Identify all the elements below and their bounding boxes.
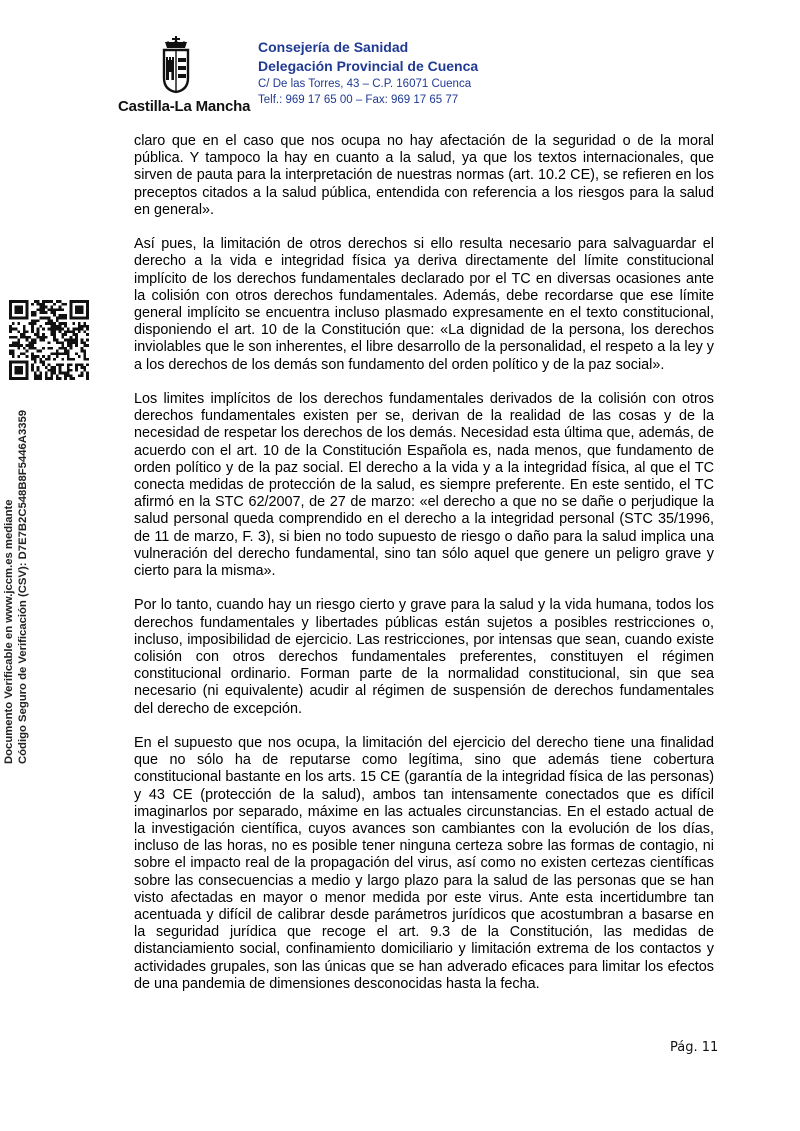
letterhead [258, 38, 478, 108]
castilla-la-mancha-logo [112, 36, 251, 116]
delegation-title: Delegación Provincial de Cuenca [258, 58, 479, 74]
paragraph: claro que en el caso que nos ocupa no hay afectación de la seguridad o de la moral pública. Y tampoco la hay en cuanto a la salud, ya que los textos internacionales, que sirven de pauta para la interpretación de nuestras normas (art. 10.2 CE), se refieren en los preceptos citados a la salud pública, entendida con referencia a los riesgos para la salud en general». [134, 133, 714, 218]
paragraph: En el supuesto que nos ocupa, la limitación del ejercicio del derecho tiene una finalidad que no sólo ha de reputarse como legítima, sino que además tiene cobertura constitucional bastante en los arts. 15 CE (garantía de la integridad física de las personas) y 43 CE (protección de la salud), ambos tan intensamente conectados que es difícil imaginarlos por separado, máxime en las actuales circunstancias. En el estado actual de la investigación científica, cuyos avances son cambiantes con la evolución de los días, incluso de las horas, no es posible tener ninguna certeza sobre las formas de contagio, ni sobre el impacto real de la propagación del virus, así como no existen certezas científicas sobre las consecuencias a medio y largo plazo para la salud de las personas que se han visto afectadas en mayor o menor medida por este virus. Ante esta incertidumbre tan acentuada y difícil de calibrar desde parámetros jurídicos que acostumbran a basarse en la seguridad jurídica que recoge el art. 9.3 de la Constitución, las medidas de distanciamiento social, confinamiento domiciliario y limitación extrema de los contactos y actividades grupales, son las únicas que se han adverado eficaces para limitar los efectos de una pandemia de dimensiones desconocidas hasta la fecha. [134, 735, 714, 992]
address-line: C/ De las Torres, 43 – C.P. 16071 Cuenca [258, 78, 472, 90]
phone-fax-line: Telf.: 969 17 65 00 – Fax: 969 17 65 77 [258, 94, 459, 106]
castilla-la-mancha-crest-icon [156, 36, 196, 94]
verification-line-1: Documento Verificable en www.jccm.es mediante [3, 499, 15, 764]
paragraph: Los limites implícitos de los derechos fundamentales derivados de la colisión con otros derechos fundamentales existen per se, derivan de la realidad de las cosas y de la necesidad de respetar los derechos de los demás. Necesidad esta última que, además, de acuerdo con el art. 10 de la Constitución Española es, nada menos, que fundamento de orden político y de la paz social. El derecho a la vida y a la integridad física, al que el TC conecta medidas de protección de la salud, es siempre preferente. En este sentido, el TC afirmó en la STC 62/2007, de 27 de marzo: «el derecho a que no se dañe o perjudique la salud personal queda comprendido en el derecho a la integridad personal (STC 35/1996, de 11 de marzo, F. 3), si bien no todo supuesto de riesgo o daño para la salud implica una vulneración del derecho fundamental, sino tan sólo aquel que genere un peligro grave y cierto para la misma». [134, 391, 714, 580]
paragraph: Por lo tanto, cuando hay un riesgo cierto y grave para la salud y la vida humana, todos los derechos fundamentales y libertades públicas están sujetos a posibles restricciones o, incluso, imposibilidad de ejercicio. Las restricciones, por intensas que sean, cuando existe colisión con otros derechos fundamentales preferentes, constituyen el régimen constitucional ordinario. Forman parte de la normalidad constitucional, sin que sea necesario (ni equivalente) acudir al régimen de suspensión de derechos fundamentales del derecho de excepción. [134, 597, 714, 717]
department-title: Consejería de Sanidad [258, 39, 409, 55]
paragraph: Así pues, la limitación de otros derechos si ello resulta necesario para salvaguardar el derecho a la vida e integridad física ya deriva directamente del límite constitucional implícito de los derechos fundamentales declarado por el TC en diversas ocasiones ante la colisión con otros derechos fundamentales. Además, debe recordarse que ese límite general implícito se encuentra incluso plasmado expresamente en el texto constitucional, disponiendo el art. 10 de la Constitución que: «La dignidad de la persona, los derechos inviolables que le son inherentes, el libre desarrollo de la personalidad, el respeto a la ley y a los derechos de los demás son fundamento del orden político y de la paz social». [134, 236, 714, 373]
document-body [134, 133, 714, 1010]
verification-note [2, 410, 30, 764]
qr-code-icon [9, 300, 89, 380]
page-number: Pág. 11 [670, 1040, 719, 1055]
logo-text: Castilla-La Mancha [118, 98, 251, 115]
verification-line-2: Código Seguro de Verificación (CSV): D7E7B2C548B8F5446A3359 [17, 409, 29, 764]
